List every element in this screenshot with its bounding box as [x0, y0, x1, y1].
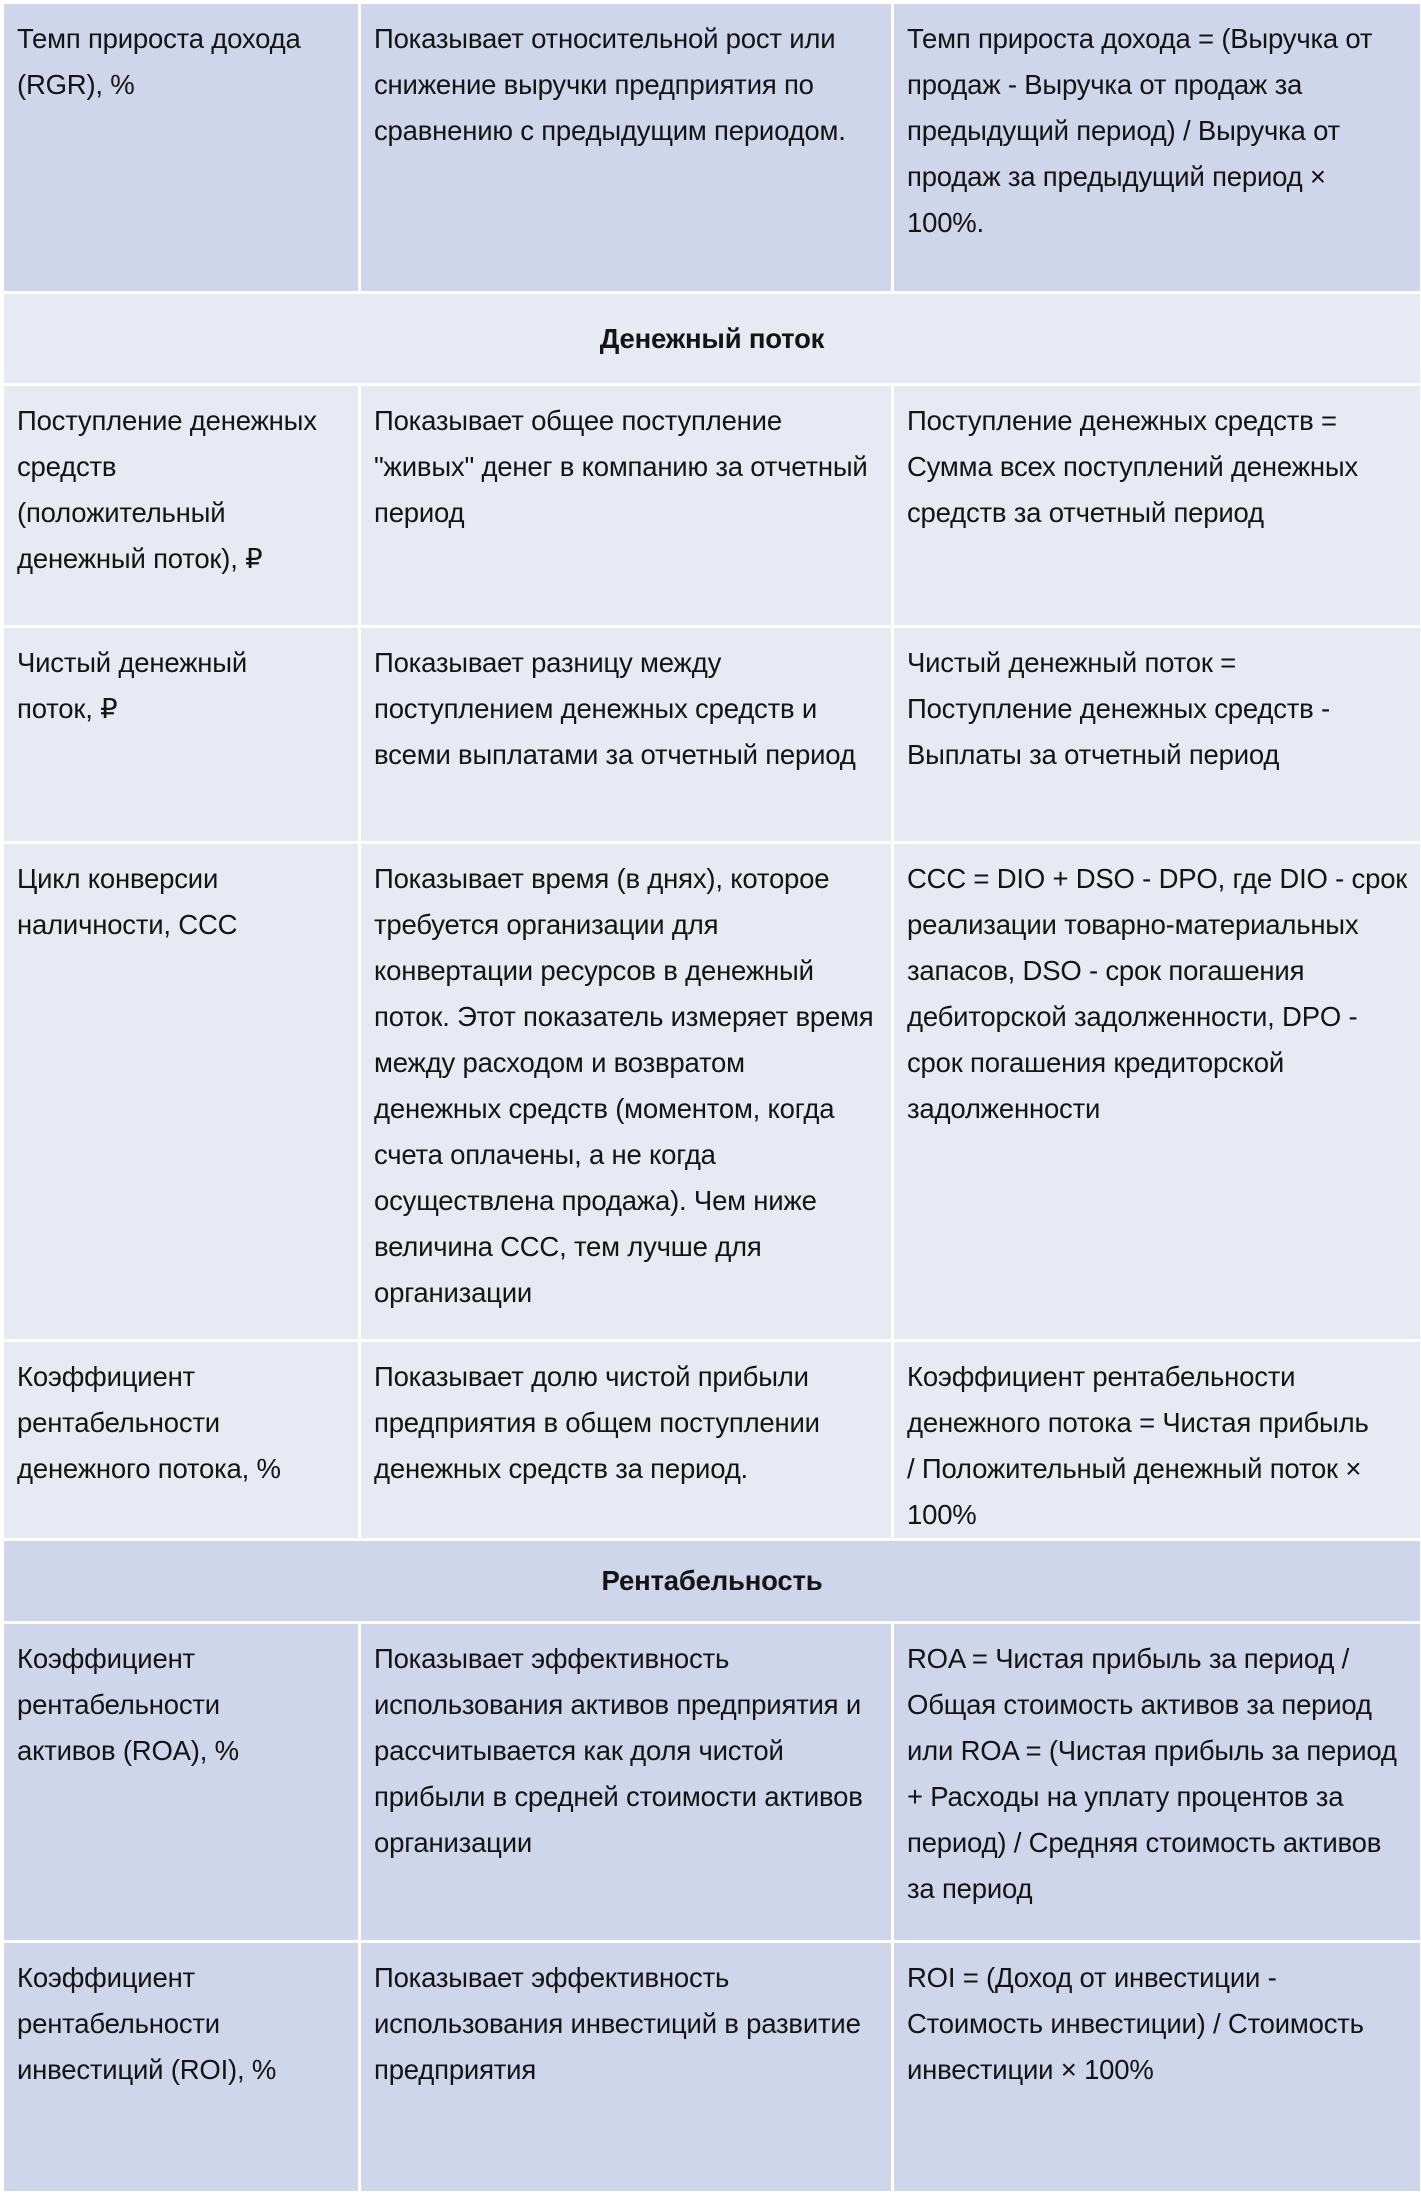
section-header-profitability [4, 1541, 1420, 1621]
description-cell: Показывает разницу между поступлением денежных средств и всеми выплатами за отчетный период [361, 628, 891, 841]
formula-cell: ROA = Чистая прибыль за период / Общая стоимость активов за период или ROA = (Чистая прибыль за период + Расходы на уплату процентов за период) / Средняя стоимость активов за период [894, 1624, 1420, 1940]
section-title: Рентабельность [4, 1541, 1420, 1621]
formula-cell: Чистый денежный поток = Поступление денежных средств - Выплаты за отчетный период [894, 628, 1420, 841]
description-cell: Показывает эффективность использования инвестиций в развитие предприятия [361, 1943, 891, 2191]
table-row-roi [4, 1943, 1420, 2191]
table-row-net-cash-flow [4, 628, 1420, 841]
metrics-table [1, 1, 1421, 2194]
description-cell: Показывает время (в днях), которое требуется организации для конвертации ресурсов в денежный поток. Этот показатель измеряет время между расходом и возвратом денежных средств (моментом, когда счета оплачены, а не когда осуществлена продажа). Чем ниже величина ССС, тем лучше для организации [361, 844, 891, 1339]
formula-cell: Темп прироста дохода = (Выручка от продаж - Выручка от продаж за предыдущий период) / Выручка от продаж за предыдущий период × 100%. [894, 4, 1420, 291]
indicator-cell: Цикл конверсии наличности, ССС [4, 844, 358, 1339]
description-cell: Показывает общее поступление "живых" денег в компанию за отчетный период [361, 386, 891, 625]
section-title: Денежный поток [4, 294, 1420, 383]
indicator-cell: Темп прироста дохода (RGR), % [4, 4, 358, 291]
indicator-cell: Коэффициент рентабельности инвестиций (ROI), % [4, 1943, 358, 2191]
table-row-ccc [4, 844, 1420, 1339]
description-cell: Показывает эффективность использования активов предприятия и рассчитывается как доля чистой прибыли в средней стоимости активов организации [361, 1624, 891, 1940]
indicator-cell: Чистый денежный поток, ₽ [4, 628, 358, 841]
formula-cell: ССС = DIO + DSO - DPO, где DIO - срок реализации товарно-материальных запасов, DSO - срок погашения дебиторской задолженности, DPO - срок погашения кредиторской задолженности [894, 844, 1420, 1339]
indicator-cell: Поступление денежных средств (положительный денежный поток), ₽ [4, 386, 358, 625]
formula-cell: Поступление денежных средств = Сумма всех поступлений денежных средств за отчетный период [894, 386, 1420, 625]
indicator-cell: Коэффициент рентабельности денежного потока, % [4, 1342, 358, 1538]
formula-cell: Коэффициент рентабельности денежного потока = Чистая прибыль / Положительный денежный поток × 100% [894, 1342, 1420, 1538]
table-row-rgr [4, 4, 1420, 291]
indicator-cell: Коэффициент рентабельности активов (ROA), % [4, 1624, 358, 1940]
table-row-roa [4, 1624, 1420, 1940]
description-cell: Показывает долю чистой прибыли предприятия в общем поступлении денежных средств за период. [361, 1342, 891, 1538]
table-row-cash-inflow [4, 386, 1420, 625]
section-header-cash-flow [4, 294, 1420, 383]
table-row-cash-flow-margin [4, 1342, 1420, 1538]
formula-cell: ROI = (Доход от инвестиции - Стоимость инвестиции) / Стоимость инвестиции × 100% [894, 1943, 1420, 2191]
description-cell: Показывает относительной рост или снижение выручки предприятия по сравнению с предыдущим периодом. [361, 4, 891, 291]
